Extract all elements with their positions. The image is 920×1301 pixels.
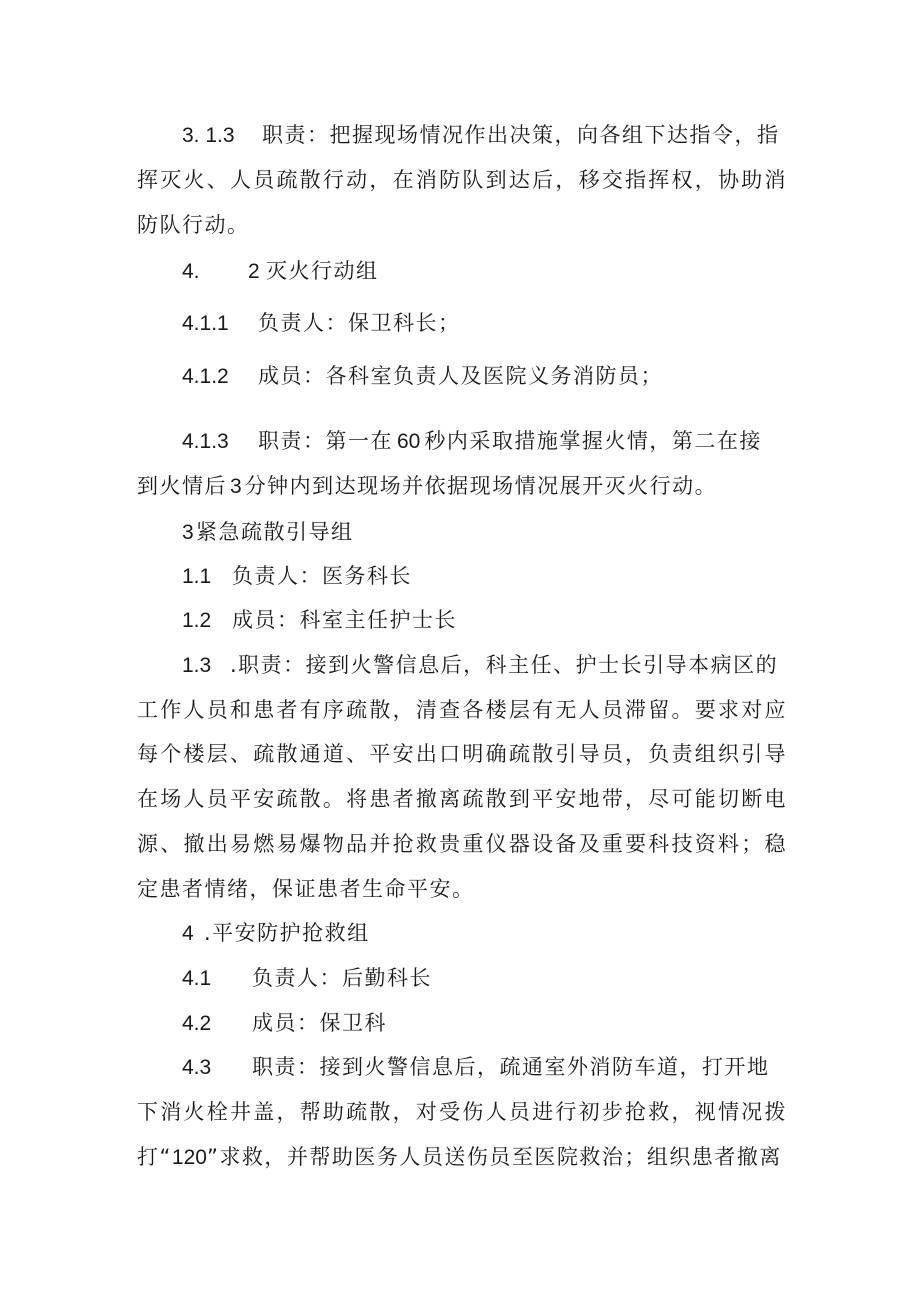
inline-number: 3 (230, 475, 242, 498)
section-number: 4.1.2 (182, 365, 229, 388)
section-number: 4 (182, 922, 194, 945)
heading-text: 紧急疏散引导组 (196, 520, 354, 544)
section-number: 1.2 (182, 609, 212, 632)
paragraph-line (182, 121, 780, 150)
inline-number: 60 (397, 430, 421, 453)
section-number: 4.3 (182, 1056, 212, 1079)
paragraph-text: 到火情后 (137, 474, 227, 498)
paragraph-text: 打“ (137, 1145, 172, 1169)
paragraph-line: 在场人员平安疏散。将患者撤离疏散到平安地带，尽可能切断电 (137, 787, 787, 811)
section-number: 4. (182, 260, 200, 283)
paragraph-line: 每个楼层、疏散通道、平安出口明确疏散引导员，负责组织引导 (137, 742, 787, 766)
paragraph-text: 负责人：后勤科长 (252, 966, 432, 990)
inline-number: 120 (171, 1146, 207, 1169)
paragraph-line: 工作人员和患者有序疏散，清查各楼层有无人员滞留。要求对应 (137, 698, 787, 722)
paragraph-text: 职责：把握现场情况作出决策，向各组下达指令，指 (262, 123, 780, 147)
section-heading (182, 919, 370, 948)
heading-text: 灭火行动组 (266, 259, 379, 283)
paragraph-text: 成员：各科室负责人及医院义务消防员； (258, 364, 663, 388)
heading-text: .平安防护抢救组 (204, 921, 370, 945)
section-heading (182, 257, 379, 286)
paragraph-text: 负责人：保卫科长； (258, 311, 461, 335)
paragraph-text: ”求救，并帮助医务人员送伤员至医院救治；组织患者撤离 (206, 1145, 782, 1169)
paragraph-text: .职责：接到火警信息后，科主任、护士长引导本病区的 (230, 653, 779, 677)
paragraph-line: 源、撤出易燃易爆物品并抢救贵重仪器设备及重要科技资料；稳 (137, 832, 787, 856)
paragraph-line (182, 309, 461, 338)
paragraph-line (182, 362, 663, 391)
section-number: 3 (182, 521, 194, 544)
paragraph-text: 职责：第一在 (258, 429, 393, 453)
section-heading (182, 518, 354, 547)
section-number: 3. 1.3 (182, 124, 235, 147)
paragraph-text: 职责：接到火警信息后，疏通室外消防车道，打开地 (252, 1055, 770, 1079)
paragraph-line (182, 1009, 387, 1038)
section-number: 1.3 (182, 654, 212, 677)
paragraph-line: 定患者情绪，保证患者生命平安。 (137, 877, 475, 901)
paragraph-line (137, 1143, 782, 1172)
paragraph-line: 防队行动。 (137, 213, 250, 237)
paragraph-text: 负责人：医务科长 (232, 564, 412, 588)
paragraph-text: 分钟内到达现场并依据现场情况展开灭火行动。 (244, 474, 718, 498)
paragraph-text: 秒内采取措施掌握火情，第二在接 (424, 429, 762, 453)
paragraph-line (182, 427, 762, 456)
paragraph-text: 成员：保卫科 (252, 1011, 387, 1035)
section-number: 1.1 (182, 565, 212, 588)
paragraph-line (182, 651, 778, 680)
paragraph-line (182, 606, 457, 635)
paragraph-text: 成员：科室主任护士长 (232, 608, 457, 632)
paragraph-line (182, 964, 432, 993)
section-number: 4.1.1 (182, 312, 229, 335)
paragraph-line (137, 472, 717, 501)
paragraph-line (182, 1053, 770, 1082)
paragraph-line: 挥灭火、人员疏散行动，在消防队到达后，移交指挥权，协助消 (137, 168, 787, 192)
paragraph-line (182, 562, 412, 591)
section-number: 4.2 (182, 1012, 212, 1035)
section-number: 4.1.3 (182, 430, 229, 453)
paragraph-line: 下消火栓井盖，帮助疏散，对受伤人员进行初步抢救，视情况拨 (137, 1100, 787, 1124)
section-number: 2 (248, 260, 260, 283)
section-number: 4.1 (182, 967, 212, 990)
